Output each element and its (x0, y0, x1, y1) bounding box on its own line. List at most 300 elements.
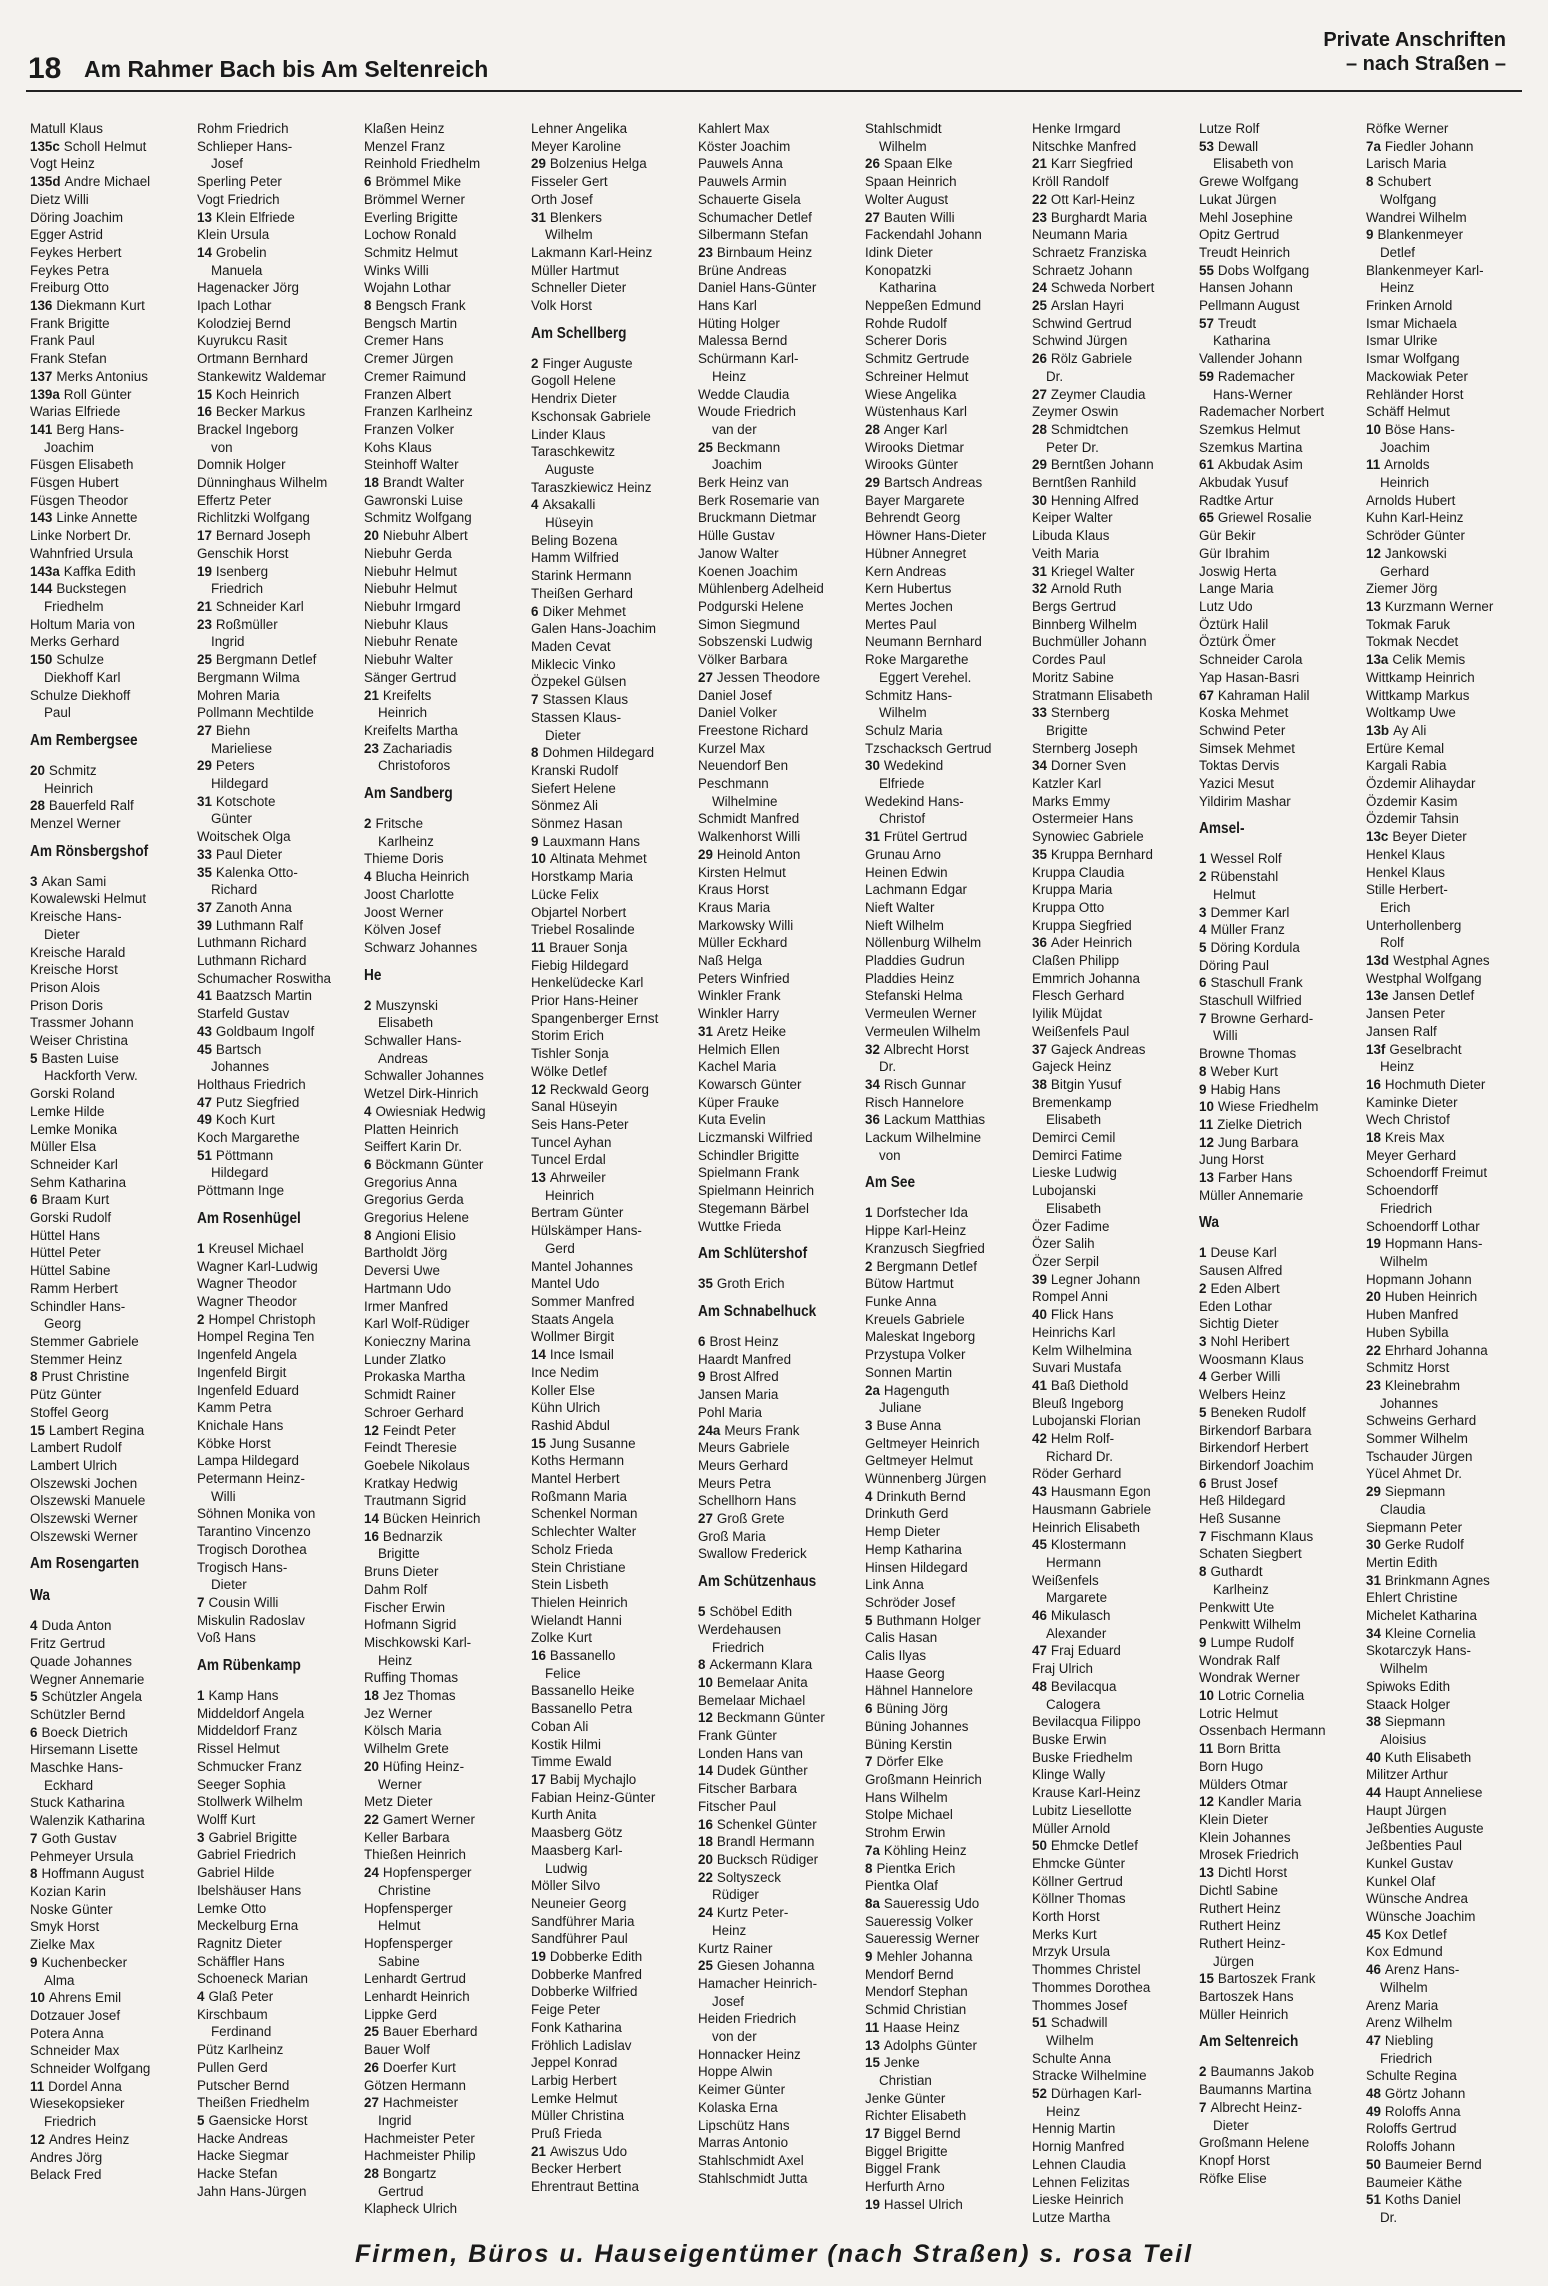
house-number: 36 (1032, 935, 1047, 951)
house-number: 4 (531, 497, 539, 513)
resident-entry: Olszewski Werner (30, 1528, 138, 1544)
entry-continuation: Joachim (44, 439, 94, 455)
entry-continuation: Katharina (879, 280, 937, 296)
resident-entry: Vogt Friedrich (197, 191, 280, 207)
resident-entry: Kowarsch Günter (698, 1076, 802, 1092)
resident-entry: Schneider Max (30, 2043, 120, 2059)
resident-entry: Mühlenberg Adelheid (698, 581, 824, 597)
resident-name: Aretz Heike (716, 1023, 787, 1039)
resident-entry: Özdemir Alihaydar (1366, 776, 1476, 792)
street-heading: Am See (865, 1174, 916, 1192)
resident-entry: Fabian Heinz-Günter (531, 1789, 656, 1805)
house-number: 4 (364, 1103, 372, 1119)
resident-entry: Klein Johannes (1199, 1829, 1291, 1845)
resident-entry: Schmid Christian (865, 2002, 967, 2018)
resident-name: Schenkel Günter (716, 1816, 817, 1832)
resident-entry (1032, 155, 1194, 173)
resident-entry (30, 297, 192, 315)
resident-entry: Thieme Doris (364, 851, 444, 867)
resident-entry: Kreifelts Martha (364, 722, 458, 738)
resident-name: Finger Auguste (542, 355, 633, 371)
resident-entry (698, 1762, 860, 1780)
resident-name: Dorner Sven (1050, 758, 1127, 774)
resident-entry: Schmitz Horst (1366, 1360, 1450, 1376)
house-number: 11 (1366, 457, 1381, 473)
resident-entry: Pauwels Anna (698, 156, 783, 172)
resident-entry (531, 1346, 693, 1364)
resident-entry: Quade Johannes (30, 1653, 132, 1669)
resident-entry: Ruthert Heinz- (1199, 1935, 1286, 1951)
resident-entry: Idink Dieter (865, 244, 933, 260)
resident-entry: Gabriel Friedrich (197, 1847, 296, 1863)
house-number: 35 (698, 1276, 713, 1292)
resident-entry (1366, 1961, 1528, 1979)
resident-name: Bartoszek Frank (1217, 1971, 1316, 1987)
resident-entry: Maschke Hans- (30, 1760, 124, 1776)
entry-continuation: Claudia (1380, 1501, 1426, 1517)
resident-name: Diker Mehmet (542, 603, 626, 619)
resident-entry: Wünsche Joachim (1366, 1909, 1476, 1925)
resident-entry: Petermann Heinz- (197, 1471, 305, 1487)
entry-continuation: Dieter (1213, 2117, 1249, 2133)
house-number: 9 (698, 1369, 706, 1385)
entry-continuation: Heinz (1380, 1059, 1415, 1075)
resident-entry (1199, 1333, 1361, 1351)
resident-entry (698, 669, 860, 687)
resident-entry (197, 403, 359, 421)
resident-name: Griewel Rosalie (1217, 510, 1312, 526)
house-number: 32 (865, 1041, 880, 1057)
resident-entry (1366, 1235, 1528, 1253)
resident-entry: Storim Erich (531, 1028, 604, 1044)
resident-entry: Schumacher Detlef (698, 209, 812, 225)
resident-entry (1032, 421, 1194, 439)
resident-name: Jenke (883, 2055, 920, 2071)
resident-entry (1032, 846, 1194, 864)
resident-entry: Naß Helga (698, 953, 763, 969)
house-number: 25 (1032, 298, 1047, 314)
resident-entry: Skotarczyk Hans- (1366, 1643, 1471, 1659)
house-number: 19 (865, 2196, 880, 2212)
house-number: 141 (30, 421, 53, 437)
resident-entry: Ince Nedim (531, 1364, 599, 1380)
resident-entry: Heinrichs Karl (1032, 1324, 1116, 1340)
resident-entry: Coban Ali (531, 1718, 589, 1734)
resident-entry: Dobberke Wilfried (531, 1984, 638, 2000)
resident-name: Beneken Rudolf (1210, 1404, 1306, 1420)
resident-entry (364, 2059, 526, 2077)
resident-entry (531, 603, 693, 621)
house-number: 40 (1032, 1307, 1047, 1323)
resident-entry: Trogisch Dorothea (197, 1541, 307, 1557)
resident-entry: Winks Willi (364, 262, 429, 278)
resident-entry (1366, 1342, 1528, 1360)
house-number: 150 (30, 652, 53, 668)
resident-name: Büning Jörg (876, 1701, 948, 1717)
resident-name: Kotschote (215, 793, 276, 809)
house-number: 51 (1032, 2015, 1047, 2031)
resident-entry: Bartoszek Hans (1199, 1989, 1294, 2005)
resident-entry: Hornig Manfred (1032, 2139, 1125, 2155)
entry-continuation: von der (712, 2029, 757, 2045)
resident-name: Brandt Walter (382, 475, 465, 491)
resident-name: Gerke Rudolf (1384, 1537, 1464, 1553)
resident-entry: Blankenmeyer Karl- (1366, 262, 1484, 278)
resident-entry: Niebuhr Klaus (364, 616, 449, 632)
resident-entry: Jung Horst (1199, 1152, 1264, 1168)
house-number: 16 (197, 404, 212, 420)
resident-entry: Voß Hans (197, 1630, 256, 1646)
house-number: 31 (531, 209, 546, 225)
resident-entry: Döring Paul (1199, 957, 1269, 973)
resident-entry: Simsek Mehmet (1199, 740, 1295, 756)
resident-entry: Meyer Gerhard (1366, 1147, 1457, 1163)
resident-entry (1199, 509, 1361, 527)
house-number: 30 (1366, 1537, 1381, 1553)
resident-entry: Schoendorff Freimut (1366, 1165, 1488, 1181)
resident-name: Dudek Günther (716, 1763, 808, 1779)
resident-entry: Pohl Maria (698, 1404, 763, 1420)
resident-entry: Roloffs Johann (1366, 2139, 1456, 2155)
resident-entry (1199, 1081, 1361, 1099)
resident-entry: Jeppel Konrad (531, 2055, 618, 2071)
resident-entry (1199, 1169, 1361, 1187)
resident-entry: Kachel Maria (698, 1059, 777, 1075)
resident-name: Saueressig Udo (883, 1895, 980, 1911)
resident-entry: Haardt Manfred (698, 1351, 792, 1367)
resident-entry (30, 1830, 192, 1848)
resident-name: Böse Hans- (1384, 421, 1455, 437)
resident-entry: Köllner Gertrud (1032, 1873, 1123, 1889)
resident-entry: Hamacher Heinrich- (698, 1975, 818, 1991)
resident-entry: Andres Jörg (30, 2149, 103, 2165)
resident-entry: Wünnenberg Jürgen (865, 1471, 987, 1487)
resident-entry: Bemelaar Michael (698, 1692, 806, 1708)
resident-entry: Daniel Josef (698, 687, 772, 703)
resident-entry (865, 1948, 1027, 1966)
resident-entry (698, 1904, 860, 1922)
resident-entry: Horstkamp Maria (531, 869, 633, 885)
section-heading (1323, 28, 1506, 76)
resident-entry: Keller Barbara (364, 1829, 450, 1845)
resident-entry: Matull Klaus (30, 121, 103, 136)
house-number: 20 (30, 762, 45, 778)
resident-entry: Füsgen Theodor (30, 492, 129, 508)
resident-entry: Feindt Theresie (364, 1440, 457, 1456)
entry-continuation: Friedrich (211, 581, 264, 597)
resident-entry: Lemke Hilde (30, 1103, 105, 1119)
resident-entry (364, 1528, 526, 1546)
house-number: 6 (698, 1334, 706, 1349)
house-number: 23 (364, 740, 379, 756)
entry-continuation: Elisabeth (1046, 1200, 1102, 1216)
house-number: 21 (531, 2143, 546, 2159)
resident-entry: Küper Frauke (698, 1094, 780, 1110)
house-number: 46 (1366, 1962, 1381, 1978)
house-number: 24a (698, 1422, 721, 1438)
resident-entry (865, 2054, 1027, 2072)
resident-entry: Werdehausen (698, 1621, 782, 1637)
resident-entry (197, 757, 359, 775)
resident-name: Hüfing Heinz- (382, 1758, 465, 1774)
resident-entry: Ragnitz Dieter (197, 1935, 282, 1951)
resident-entry (865, 1258, 1027, 1276)
resident-entry: Pütz Karlheinz (197, 2042, 284, 2058)
house-number: 8 (1366, 174, 1374, 190)
resident-entry: Köbke Horst (197, 1435, 271, 1451)
resident-entry: Theißen Gerhard (531, 585, 633, 601)
resident-entry (30, 1050, 192, 1068)
resident-entry: Hippe Karl-Heinz (865, 1223, 967, 1239)
house-number: 2 (364, 997, 372, 1013)
resident-entry (865, 1860, 1027, 1878)
resident-name: Dordel Anna (48, 2078, 122, 2094)
resident-entry: Pellmann August (1199, 298, 1300, 314)
resident-entry (30, 2131, 192, 2149)
resident-name: Ahrens Emil (48, 1990, 122, 2006)
resident-entry (865, 1204, 1027, 1222)
resident-entry: Tokmak Necdet (1366, 634, 1459, 650)
resident-entry (698, 1957, 860, 1975)
entry-continuation: Christine (378, 1882, 431, 1898)
house-number: 17 (197, 528, 212, 544)
resident-entry: Tuncel Ayhan (531, 1134, 612, 1150)
entry-continuation: Joachim (712, 457, 762, 473)
resident-name: Duda Anton (41, 1618, 112, 1634)
resident-entry: Sönmez Ali (531, 798, 598, 814)
entry-continuation: Josef (712, 1993, 745, 2009)
house-number: 30 (865, 758, 880, 774)
resident-entry: Lakmann Karl-Heinz (531, 244, 653, 260)
resident-entry (531, 1948, 693, 1966)
resident-entry: Berntßen Ranhild (1032, 475, 1137, 491)
resident-entry: Link Anna (865, 1577, 924, 1593)
resident-entry (197, 1311, 359, 1329)
resident-entry (1366, 987, 1528, 1005)
resident-name: Bernard Joseph (215, 528, 311, 544)
resident-entry: Frank Günter (698, 1728, 777, 1744)
resident-entry: Pullen Gerd (197, 2059, 268, 2075)
resident-entry (1032, 2014, 1194, 2032)
house-number: 136 (30, 298, 53, 314)
resident-entry: Woosmann Klaus (1199, 1351, 1304, 1367)
house-number: 8 (364, 298, 372, 314)
resident-entry (1199, 138, 1361, 156)
resident-entry: Ossenbach Hermann (1199, 1723, 1326, 1739)
entry-continuation: Wilhelm (1380, 1661, 1428, 1677)
resident-entry (1366, 598, 1528, 616)
resident-name: Ahrweiler (549, 1170, 606, 1186)
entry-continuation: Jürgen (1213, 1953, 1254, 1969)
resident-entry (1199, 2063, 1361, 2081)
directory-column (364, 120, 526, 2230)
resident-entry: Steinhoff Walter (364, 457, 459, 473)
entry-continuation: Wilhelm (879, 705, 927, 721)
house-number: 65 (1199, 510, 1214, 526)
resident-name: Birnbaum Heinz (716, 244, 813, 260)
resident-entry: Schröder Günter (1366, 528, 1465, 544)
house-number: 23 (698, 244, 713, 260)
resident-entry: Ismar Michaela (1366, 315, 1457, 331)
resident-entry: Spielmann Frank (698, 1165, 800, 1181)
resident-entry (1199, 1687, 1361, 1705)
resident-entry (1032, 456, 1194, 474)
resident-entry: Sommer Wilhelm (1366, 1431, 1468, 1447)
house-number: 8 (1199, 1564, 1207, 1580)
resident-entry: Cremer Jürgen (364, 351, 454, 367)
resident-entry: Heinrich Elisabeth (1032, 1519, 1140, 1535)
house-number: 13 (1199, 1170, 1214, 1186)
resident-entry: Richter Elisabeth (865, 2108, 967, 2124)
resident-name: Koch Kurt (215, 1112, 275, 1128)
resident-entry: Yap Hasan-Basri (1199, 669, 1300, 685)
resident-entry: Iyilik Müjdat (1032, 1006, 1102, 1022)
house-number: 14 (197, 244, 212, 260)
resident-entry: Kaminke Dieter (1366, 1094, 1458, 1110)
resident-entry: Stracke Wilhelmine (1032, 2068, 1147, 2084)
resident-name: Baatzsch Martin (215, 988, 312, 1004)
resident-entry: Richlitzki Wolfgang (197, 510, 310, 526)
entry-continuation: Alexander (1046, 1625, 1107, 1641)
resident-entry: Jansen Peter (1366, 1006, 1445, 1022)
page-number: 18 (28, 52, 62, 85)
resident-entry (865, 2019, 1027, 2037)
resident-entry: Rashid Abdul (531, 1417, 610, 1433)
house-number: 41 (197, 988, 212, 1004)
resident-name: Risch Gunnar (883, 1076, 966, 1092)
entry-continuation: Wilhelm (1380, 1254, 1428, 1269)
resident-name: Bevilacqua (1050, 1678, 1117, 1694)
resident-entry: Heiden Friedrich (698, 2011, 797, 2027)
resident-entry: Domnik Holger (197, 457, 286, 473)
resident-name: Müller Franz (1210, 922, 1285, 938)
resident-entry (1032, 1041, 1194, 1059)
resident-entry: Lambert Rudolf (30, 1440, 122, 1456)
resident-name: Kleine Cornelia (1384, 1625, 1476, 1641)
resident-entry: Prison Alois (30, 979, 100, 995)
resident-entry: Thielen Heinrich (531, 1594, 628, 1610)
resident-name: Helm Rolf- (1050, 1431, 1115, 1447)
resident-name: Groth Erich (716, 1276, 785, 1292)
resident-entry: Hans Karl (698, 298, 757, 314)
resident-entry (197, 616, 359, 634)
resident-name: Zachariadis (382, 740, 453, 756)
resident-entry: Gorski Roland (30, 1086, 115, 1102)
resident-entry: Özer Fadime (1032, 1218, 1110, 1234)
resident-entry: Kargali Rabia (1366, 758, 1447, 774)
resident-entry: Maden Cevat (531, 638, 611, 654)
street-heading: Am Schnabelhuck (698, 1303, 817, 1320)
resident-entry (1199, 262, 1361, 280)
entry-continuation: Heinz (712, 368, 747, 384)
resident-entry (197, 846, 359, 864)
resident-entry: Bengsch Martin (364, 315, 458, 331)
resident-name: Baumanns Jakob (1210, 2064, 1314, 2080)
house-number: 12 (1199, 1134, 1214, 1150)
resident-entry: Maasberg Götz (531, 1825, 623, 1841)
resident-entry: Jeßbenties Paul (1366, 1838, 1463, 1854)
resident-entry (531, 1081, 693, 1099)
house-number: 6 (364, 174, 372, 190)
resident-entry: Bayer Margarete (865, 492, 965, 508)
resident-entry: Ehmcke Günter (1032, 1855, 1126, 1871)
resident-entry (1366, 1784, 1528, 1802)
resident-entry (1366, 1749, 1528, 1767)
resident-entry: Pientka Olaf (865, 1878, 938, 1894)
entry-continuation: Wilhelm (1046, 2032, 1094, 2048)
resident-entry: Klinge Wally (1032, 1767, 1106, 1783)
resident-entry: Özer Salih (1032, 1236, 1095, 1252)
resident-name: Beckmann (716, 439, 781, 455)
street-heading: He (364, 966, 382, 984)
house-number: 16 (531, 1648, 546, 1664)
resident-entry (865, 1700, 1027, 1718)
resident-name: Spaan Elke (883, 156, 953, 172)
resident-name: Brinkmann Agnes (1384, 1572, 1490, 1588)
resident-entry (197, 987, 359, 1005)
resident-entry (197, 722, 359, 740)
resident-entry: Schaten Siegbert (1199, 1546, 1302, 1562)
house-number: 139a (30, 386, 60, 402)
resident-entry: Pütz Günter (30, 1387, 102, 1403)
resident-entry: Hacke Andreas (197, 2130, 288, 2146)
resident-entry: Schmidt Rainer (364, 1387, 456, 1403)
resident-name: Linke Annette (56, 510, 138, 526)
resident-entry: Schellhorn Hans (698, 1493, 797, 1509)
house-number: 2a (865, 1382, 880, 1398)
resident-name: Awiszus Udo (549, 2143, 628, 2159)
house-number: 25 (364, 2024, 379, 2040)
resident-name: Lauxmann Hans (542, 833, 640, 849)
resident-entry: Timme Ewald (531, 1754, 612, 1770)
resident-entry (865, 474, 1027, 492)
resident-entry (30, 580, 192, 598)
resident-name: Doerfer Kurt (382, 2059, 456, 2075)
resident-entry (1199, 921, 1361, 939)
entry-continuation: Andreas (378, 1050, 428, 1066)
resident-entry: Schmitz Hans- (865, 687, 953, 703)
resident-entry: Meyer Karoline (531, 138, 622, 154)
resident-name: Zielke Dietrich (1217, 1116, 1302, 1132)
resident-name: Schubert (1377, 174, 1432, 190)
resident-name: Jung Susanne (549, 1435, 636, 1451)
house-number: 9 (531, 833, 539, 849)
resident-entry: Rademacher Norbert (1199, 404, 1325, 420)
resident-entry: Trautmann Sigrid (364, 1493, 467, 1509)
resident-entry: Szemkus Martina (1199, 439, 1303, 455)
resident-name: Bemelaar Anita (716, 1674, 808, 1690)
resident-entry (698, 1709, 860, 1727)
resident-entry: Tuncel Erdal (531, 1152, 606, 1168)
resident-entry: Bertram Günter (531, 1205, 624, 1221)
resident-entry (1366, 456, 1528, 474)
house-number: 8 (531, 745, 539, 761)
directory-column (531, 120, 693, 2230)
resident-name: Hopfensperger (382, 1865, 472, 1881)
resident-entry: Stoffel Georg (30, 1404, 109, 1420)
resident-entry: Lieske Heinrich (1032, 2192, 1124, 2208)
house-number: 35 (1032, 846, 1047, 862)
resident-entry: Korth Horst (1032, 1909, 1100, 1925)
resident-name: Zanoth Anna (215, 899, 292, 915)
resident-name: Haase Heinz (883, 2019, 960, 2035)
resident-name: Jung Barbara (1217, 1134, 1299, 1150)
resident-entry: Köllner Thomas (1032, 1891, 1126, 1907)
resident-entry: Wirooks Dietmar (865, 439, 964, 455)
resident-entry: Ramm Herbert (30, 1280, 118, 1296)
resident-entry: Platten Heinrich (364, 1121, 459, 1137)
resident-entry: Behrendt Georg (865, 510, 961, 526)
